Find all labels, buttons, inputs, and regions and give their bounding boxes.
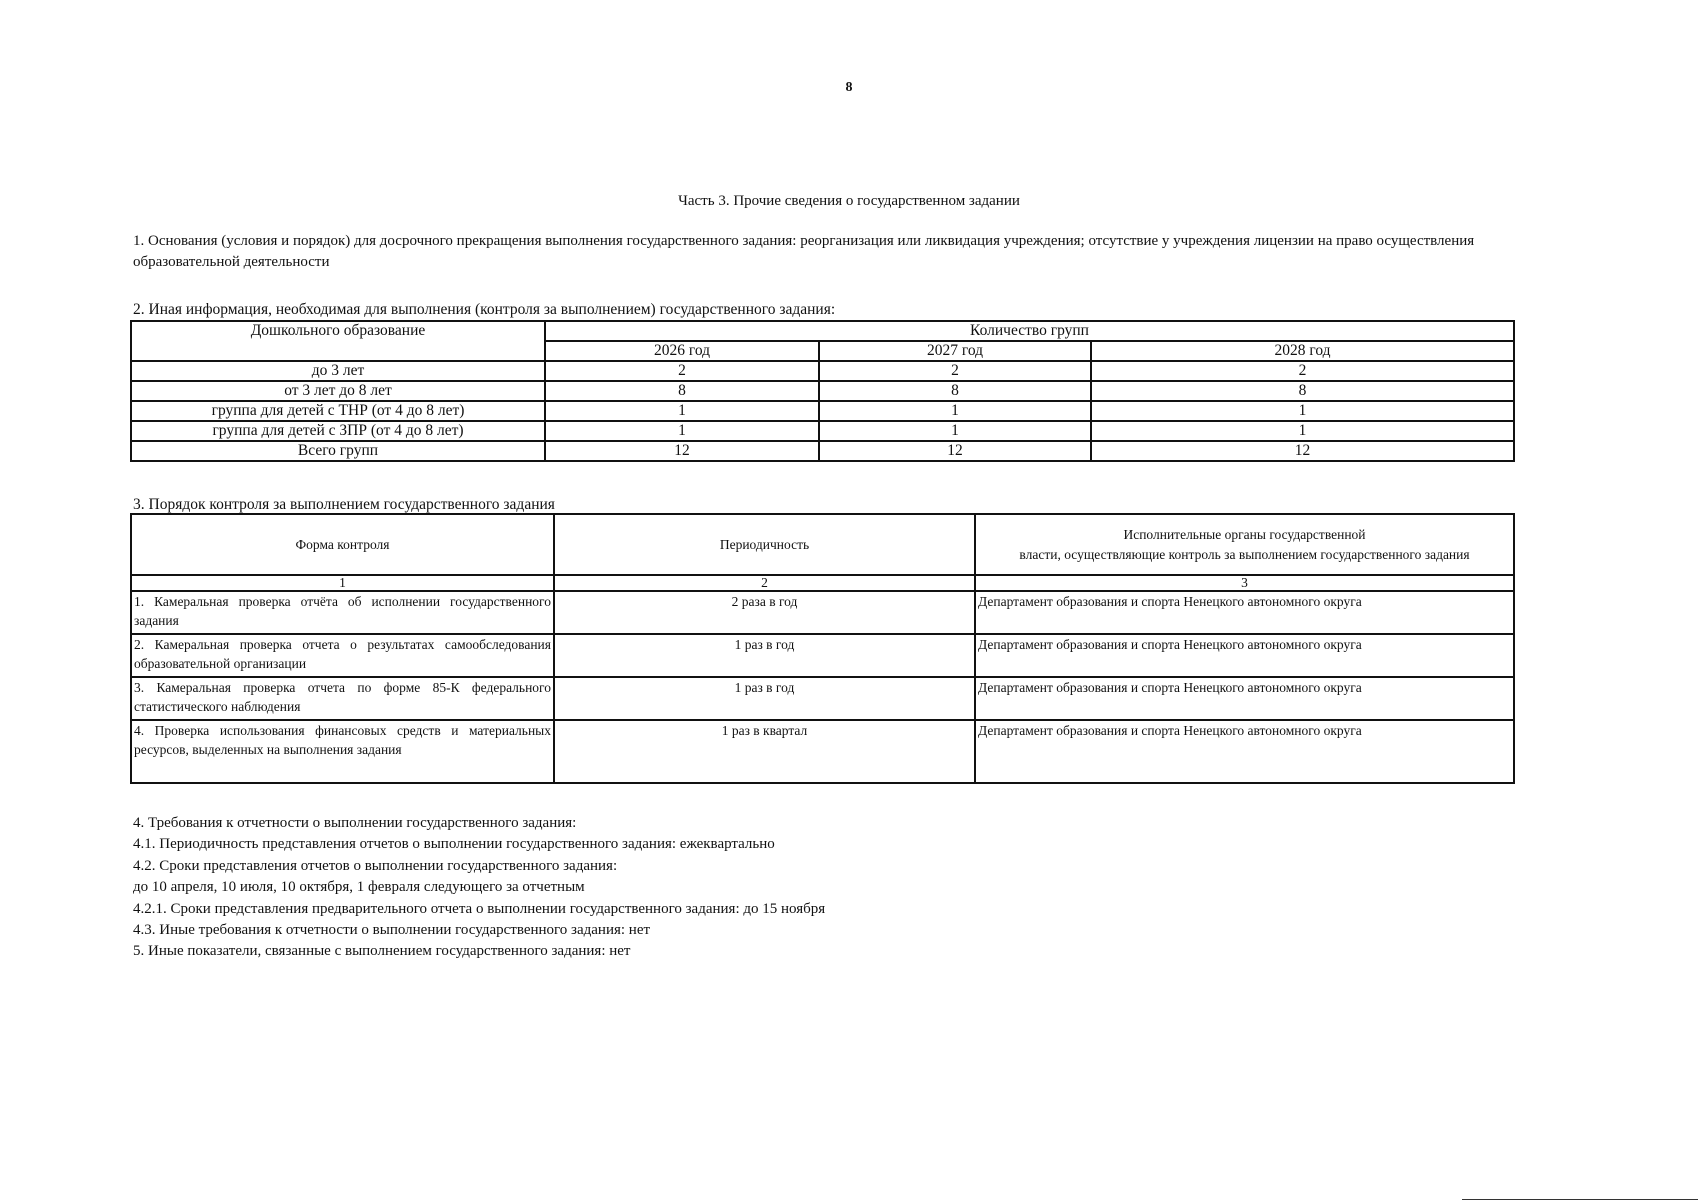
cell-value: 1 <box>819 401 1091 421</box>
section-2-heading: 2. Иная информация, необходимая для выполнения (контроля за выполнением) государственного задания: <box>133 301 836 318</box>
cell-value: 1 <box>545 401 819 421</box>
cell-value: 8 <box>819 381 1091 401</box>
control-form: 2. Камеральная проверка отчета о результатах самообследования образовательной организации <box>131 634 554 677</box>
row-label: от 3 лет до 8 лет <box>131 381 545 401</box>
header-line: власти, осуществляющие контроль за выполнением государственного задания <box>1019 546 1470 562</box>
row-label: группа для детей с ЗПР (от 4 до 8 лет) <box>131 421 545 441</box>
requirement-line: 4. Требования к отчетности о выполнении государственного задания: <box>133 815 577 831</box>
section-3-heading: 3. Порядок контроля за выполнением государственного задания <box>133 496 555 513</box>
cell-value: 2 <box>545 361 819 381</box>
control-organ: Департамент образования и спорта Ненецкого автономного округа <box>975 634 1514 677</box>
control-table <box>130 513 1515 784</box>
reporting-requirements <box>133 813 825 963</box>
control-form: 3. Камеральная проверка отчета по форме 85-К федерального статистического наблюдения <box>131 677 554 720</box>
control-period: 1 раз в год <box>554 677 975 720</box>
column-number: 1 <box>131 575 554 591</box>
control-period: 1 раз в квартал <box>554 720 975 783</box>
section-1-paragraph: 1. Основания (условия и порядок) для досрочного прекращения выполнения государственного задания: реорганизация или ликвидация учреждения; отсутствие у учреждения лицензии на право осуществления образовательной деятельности <box>133 233 1475 270</box>
cell-value: 2 <box>819 361 1091 381</box>
cell-value: 12 <box>545 441 819 461</box>
cell-value: 1 <box>1091 421 1514 441</box>
table-header-year: 2028 год <box>1091 341 1514 361</box>
cell-value: 8 <box>545 381 819 401</box>
table-row <box>131 421 1514 441</box>
row-label: Всего групп <box>131 441 545 461</box>
table-row <box>131 677 1514 720</box>
cell-value: 12 <box>1091 441 1514 461</box>
page-number: 8 <box>845 80 853 95</box>
table-row <box>131 720 1514 783</box>
row-label: группа для детей с ТНР (от 4 до 8 лет) <box>131 401 545 421</box>
requirement-line: 4.2. Сроки представления отчетов о выполнении государственного задания: <box>133 857 618 874</box>
table-row <box>131 381 1514 401</box>
table-header-education: Дошкольного образование <box>131 321 545 361</box>
cell-value: 12 <box>819 441 1091 461</box>
control-form: 1. Камеральная проверка отчёта об исполнении государственного задания <box>131 591 554 634</box>
table-row <box>131 361 1514 381</box>
table-header-organs <box>975 514 1514 575</box>
requirement-line: 5. Иные показатели, связанные с выполнением государственного задания: нет <box>133 943 631 960</box>
cell-value: 8 <box>1091 381 1514 401</box>
table-header-year: 2026 год <box>545 341 819 361</box>
part-title: Часть 3. Прочие сведения о государственном задании <box>678 193 1020 209</box>
table-header-period: Периодичность <box>554 514 975 575</box>
control-period: 1 раз в год <box>554 634 975 677</box>
table-row-total <box>131 441 1514 461</box>
cell-value: 2 <box>1091 361 1514 381</box>
table-row <box>131 591 1514 634</box>
control-form: 4. Проверка использования финансовых средств и материальных ресурсов, выделенных на выполнения задания <box>131 720 554 783</box>
control-organ: Департамент образования и спорта Ненецкого автономного округа <box>975 720 1514 783</box>
cell-value: 1 <box>819 421 1091 441</box>
control-period: 2 раза в год <box>554 591 975 634</box>
control-organ: Департамент образования и спорта Ненецкого автономного округа <box>975 591 1514 634</box>
column-number: 3 <box>975 575 1514 591</box>
requirement-line: 4.3. Иные требования к отчетности о выполнении государственного задания: нет <box>133 922 651 939</box>
control-organ: Департамент образования и спорта Ненецкого автономного округа <box>975 677 1514 720</box>
requirement-line: 4.2.1. Сроки представления предварительного отчета о выполнении государственного задания: до 15 ноября <box>133 900 826 917</box>
table-header-form: Форма контроля <box>131 514 554 575</box>
cell-value: 1 <box>545 421 819 441</box>
table-header-group-count: Количество групп <box>545 321 1514 341</box>
header-line: Исполнительные органы государственной <box>1123 526 1366 542</box>
groups-count-table <box>130 320 1515 462</box>
column-number: 2 <box>554 575 975 591</box>
table-row <box>131 634 1514 677</box>
table-row <box>131 401 1514 421</box>
row-label: до 3 лет <box>131 361 545 381</box>
cell-value: 1 <box>1091 401 1514 421</box>
table-header-year: 2027 год <box>819 341 1091 361</box>
requirement-line: 4.1. Периодичность представления отчетов о выполнении государственного задания: ежеквартально <box>133 836 775 853</box>
requirement-line: до 10 апреля, 10 июля, 10 октября, 1 февраля следующего за отчетным <box>133 879 585 896</box>
